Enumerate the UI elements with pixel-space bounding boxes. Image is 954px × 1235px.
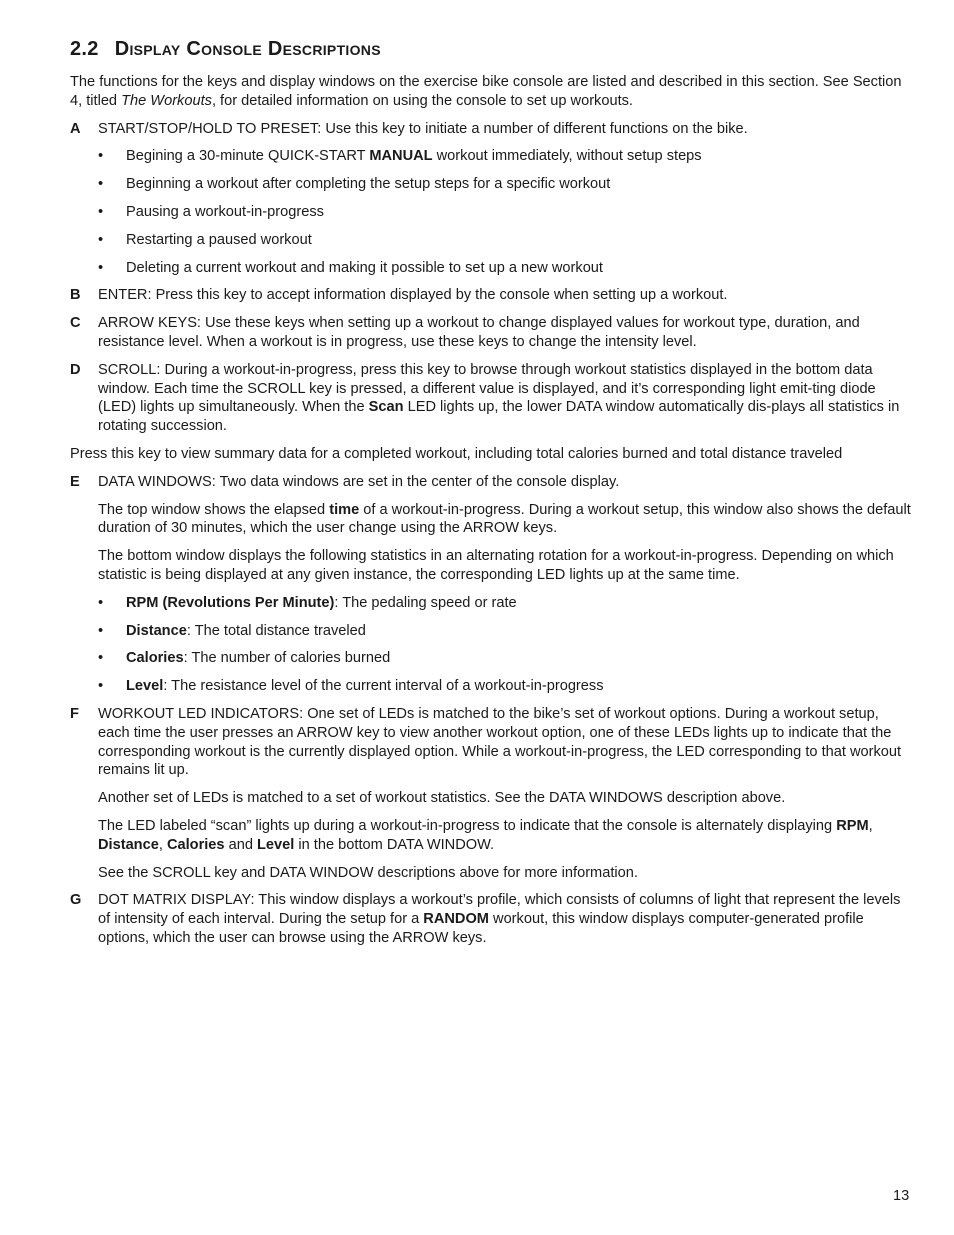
bullet-icon: • bbox=[98, 203, 104, 220]
bullet-list bbox=[98, 594, 912, 696]
list-item: • Pausing a workout-in-progress bbox=[98, 203, 324, 220]
section-heading bbox=[70, 38, 381, 61]
page-number: 13 bbox=[893, 1188, 910, 1204]
entry-e bbox=[70, 473, 912, 696]
entry-letter: D bbox=[70, 361, 81, 378]
entry-letter: A bbox=[70, 120, 81, 137]
entry-letter: C bbox=[70, 315, 81, 332]
list-item: • Distance: The total distance traveled bbox=[98, 622, 366, 639]
entry-text: START/STOP/HOLD TO PRESET: Use this key to initiate a number of different functions on the bike. bbox=[98, 120, 748, 137]
bullet-icon: • bbox=[98, 622, 104, 639]
entry-f bbox=[70, 705, 912, 882]
section-number: 2.2 bbox=[70, 38, 99, 60]
bullet-icon: • bbox=[98, 176, 104, 193]
entry-letter: E bbox=[70, 473, 80, 490]
bullet-icon: • bbox=[98, 259, 104, 276]
entry-letter: B bbox=[70, 287, 81, 304]
list-item: • Restarting a paused workout bbox=[98, 231, 312, 248]
entry-text: WORKOUT LED INDICATORS: One set of LEDs is matched to the bike’s set of workout options. During a workout setup, each time the user presses an ARROW key to view another workout option, one of these LEDs lights up to indicate that the corresponding workout is the currently displayed option. While a workout-in-progress, the LED corresponding to that workout remains lit up. bbox=[98, 705, 902, 779]
list-item: • RPM (Revolutions Per Minute): The pedaling speed or rate bbox=[98, 594, 517, 611]
list-item: • Level: The resistance level of the current interval of a workout-in-progress bbox=[98, 678, 604, 695]
entry-letter: F bbox=[70, 705, 79, 722]
section-title: Display Console Descriptions bbox=[114, 38, 381, 60]
list-item: • Begining a 30-minute QUICK-START MANUAL workout immediately, without setup steps bbox=[98, 148, 702, 165]
entry-text: DOT MATRIX DISPLAY: This window displays a workout’s profile, which consists of columns of light that represent the levels of intensity of each interval. During the setup for a RANDOM workout, this window displays computer-generated profile options, which the user can browse using the ARROW keys. bbox=[98, 892, 901, 946]
entry-paragraph: Another set of LEDs is matched to a set of workout statistics. See the DATA WINDOWS description above. bbox=[98, 790, 786, 807]
list-item: • Deleting a current workout and making it possible to set up a new workout bbox=[98, 259, 603, 276]
bullet-icon: • bbox=[98, 148, 104, 165]
bullet-icon: • bbox=[98, 678, 104, 695]
intro-paragraph: The functions for the keys and display windows on the exercise bike console are listed and described in this section. See Section 4, titled The Workouts, for detailed information on using the console to set up workouts. bbox=[70, 74, 902, 109]
entry-d bbox=[70, 361, 912, 436]
bullet-list bbox=[98, 147, 912, 277]
list-item: • Calories: The number of calories burned bbox=[98, 650, 391, 667]
entry-paragraph: The LED labeled “scan” lights up during a workout-in-progress to indicate that the console is alternately displaying RPM, Distance, Calories and Level in the bottom DATA WINDOW. bbox=[98, 817, 873, 853]
list-item: • Beginning a workout after completing the setup steps for a specific workout bbox=[98, 176, 611, 193]
entry-a bbox=[70, 120, 912, 278]
bullet-icon: • bbox=[98, 594, 104, 611]
entry-text: DATA WINDOWS: Two data windows are set in the center of the console display. bbox=[98, 473, 620, 490]
press-note: Press this key to view summary data for a completed workout, including total calories burned and total distance traveled bbox=[70, 445, 843, 462]
entry-paragraph: The top window shows the elapsed time of a workout-in-progress. During a workout setup, this window also shows the default duration of 30 minutes, which the user change using the ARROW keys. bbox=[98, 501, 911, 537]
bullet-icon: • bbox=[98, 231, 104, 248]
section-body bbox=[70, 73, 912, 957]
entry-text: ENTER: Press this key to accept information displayed by the console when setting up a workout. bbox=[98, 287, 728, 304]
entry-g bbox=[70, 891, 912, 947]
bullet-icon: • bbox=[98, 650, 104, 667]
entry-text: SCROLL: During a workout-in-progress, press this key to browse through workout statistics displayed in the bottom data window. Each time the SCROLL key is pressed, a different value is displayed, and it’s corresponding light emit-ting diode (LED) lights up simultaneously. When the Scan LED lights up, the lower DATA window automatically dis-plays all statistics in rotating succession. bbox=[98, 361, 900, 435]
entry-c bbox=[70, 314, 912, 352]
entry-text: ARROW KEYS: Use these keys when setting up a workout to change displayed values for workout type, duration, and resistance level. When a workout is in progress, use these keys to change the intensity level. bbox=[98, 315, 860, 350]
entry-paragraph: The bottom window displays the following statistics in an alternating rotation for a workout-in-progress. Depending on which statistic is being displayed at any given instance, the corresponding LED lights up at the same time. bbox=[98, 548, 894, 583]
entry-paragraph: See the SCROLL key and DATA WINDOW descriptions above for more information. bbox=[98, 864, 638, 881]
entry-b bbox=[70, 286, 912, 305]
entry-letter: G bbox=[70, 892, 82, 909]
intro-italic-title: The Workouts bbox=[121, 92, 212, 109]
